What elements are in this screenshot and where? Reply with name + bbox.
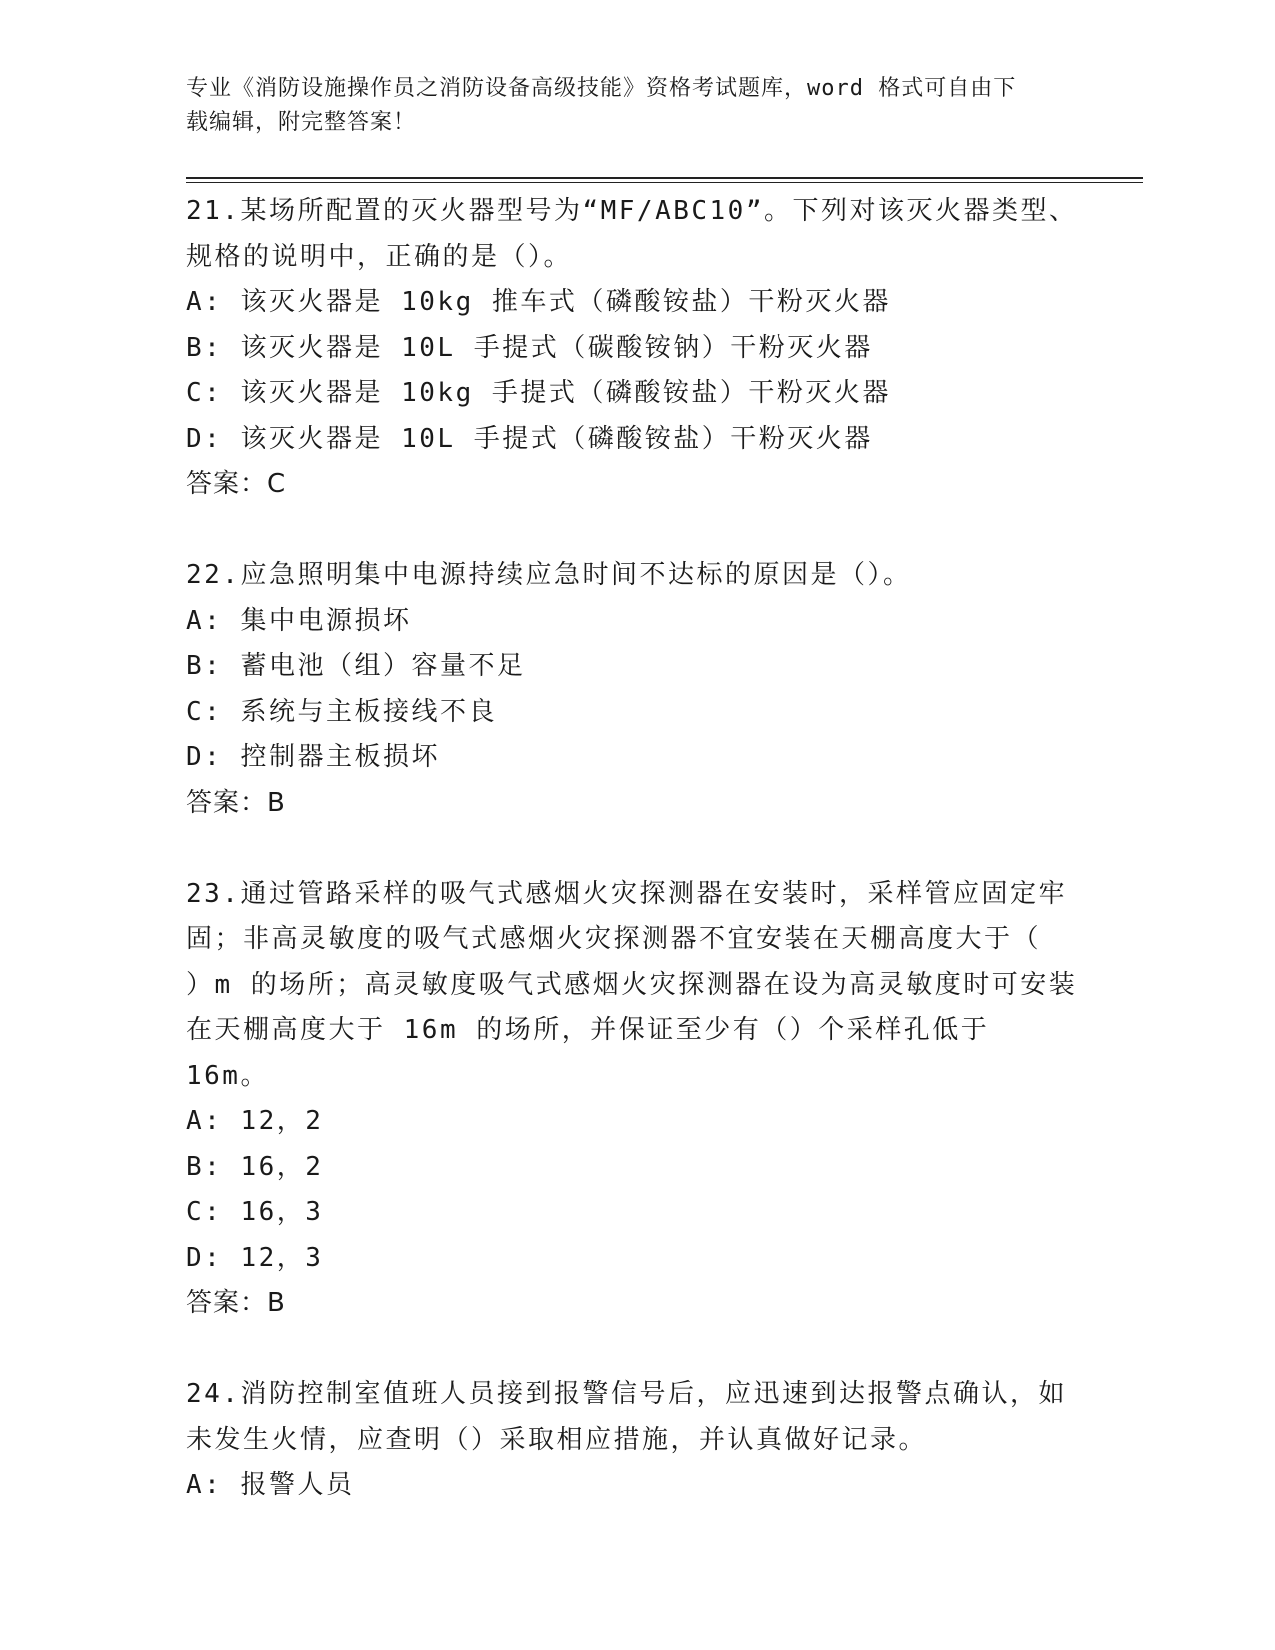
header-divider-thick <box>186 177 1143 179</box>
option-a: A: 该灭火器是 10kg 推车式（磷酸铵盐）干粉灭火器 <box>186 287 891 317</box>
option-d: D: 控制器主板损坏 <box>186 742 440 772</box>
question-23 <box>186 872 1086 1327</box>
option-a: A: 12，2 <box>186 1106 324 1136</box>
header-divider-thin <box>186 182 1143 183</box>
question-stem-line: 未发生火情，应查明（）采取相应措施，并认真做好记录。 <box>186 1424 928 1455</box>
question-stem-line: 规格的说明中，正确的是（）。 <box>186 241 573 272</box>
question-22 <box>186 553 1086 826</box>
header-line-1: 专业《消防设施操作员之消防设备高级技能》资格考试题库，word 格式可自由下 <box>186 76 1017 101</box>
option-c: C: 该灭火器是 10kg 手提式（磷酸铵盐）干粉灭火器 <box>186 378 891 408</box>
answer-line: 答案：B <box>186 787 286 818</box>
answer-line: 答案：C <box>186 469 287 499</box>
option-a: A: 集中电源损坏 <box>186 605 412 636</box>
option-b: B: 16，2 <box>186 1151 324 1182</box>
option-b: B: 蓄电池（组）容量不足 <box>186 651 526 681</box>
option-d: D: 该灭火器是 10L 手提式（磷酸铵盐）干粉灭火器 <box>186 423 873 454</box>
question-stem-line: 22.应急照明集中电源持续应急时间不达标的原因是（）。 <box>186 560 912 590</box>
question-24 <box>186 1372 1086 1509</box>
option-b: B: 该灭火器是 10L 手提式（碳酸铵钠）干粉灭火器 <box>186 332 873 363</box>
answer-line: 答案：B <box>186 1288 286 1318</box>
question-stem-line: ）m 的场所；高灵敏度吸气式感烟火灾探测器在设为高灵敏度时可安装 <box>186 969 1078 1000</box>
header-line-2: 载编辑，附完整答案！ <box>186 110 417 135</box>
option-d: D: 12，3 <box>186 1242 324 1273</box>
question-list <box>186 189 1086 1509</box>
option-a: A: 报警人员 <box>186 1470 355 1500</box>
question-stem-line: 固；非高灵敏度的吸气式感烟火灾探测器不宜安装在天棚高度大于（ <box>186 924 1042 954</box>
document-header <box>186 72 1066 140</box>
question-stem-line: 24.消防控制室值班人员接到报警信号后，应迅速到达报警点确认，如 <box>186 1379 1067 1409</box>
question-stem-line: 在天棚高度大于 16m 的场所，并保证至少有（）个采样孔低于 16m。 <box>186 1015 990 1091</box>
question-stem-line: 21.某场所配置的灭火器型号为“MF/ABC10”。下列对该灭火器类型、 <box>186 196 1078 226</box>
option-c: C: 系统与主板接线不良 <box>186 696 497 727</box>
option-c: C: 16，3 <box>186 1197 324 1227</box>
question-21 <box>186 189 1086 508</box>
question-stem-line: 23.通过管路采样的吸气式感烟火灾探测器在安装时，采样管应固定牢 <box>186 878 1067 909</box>
